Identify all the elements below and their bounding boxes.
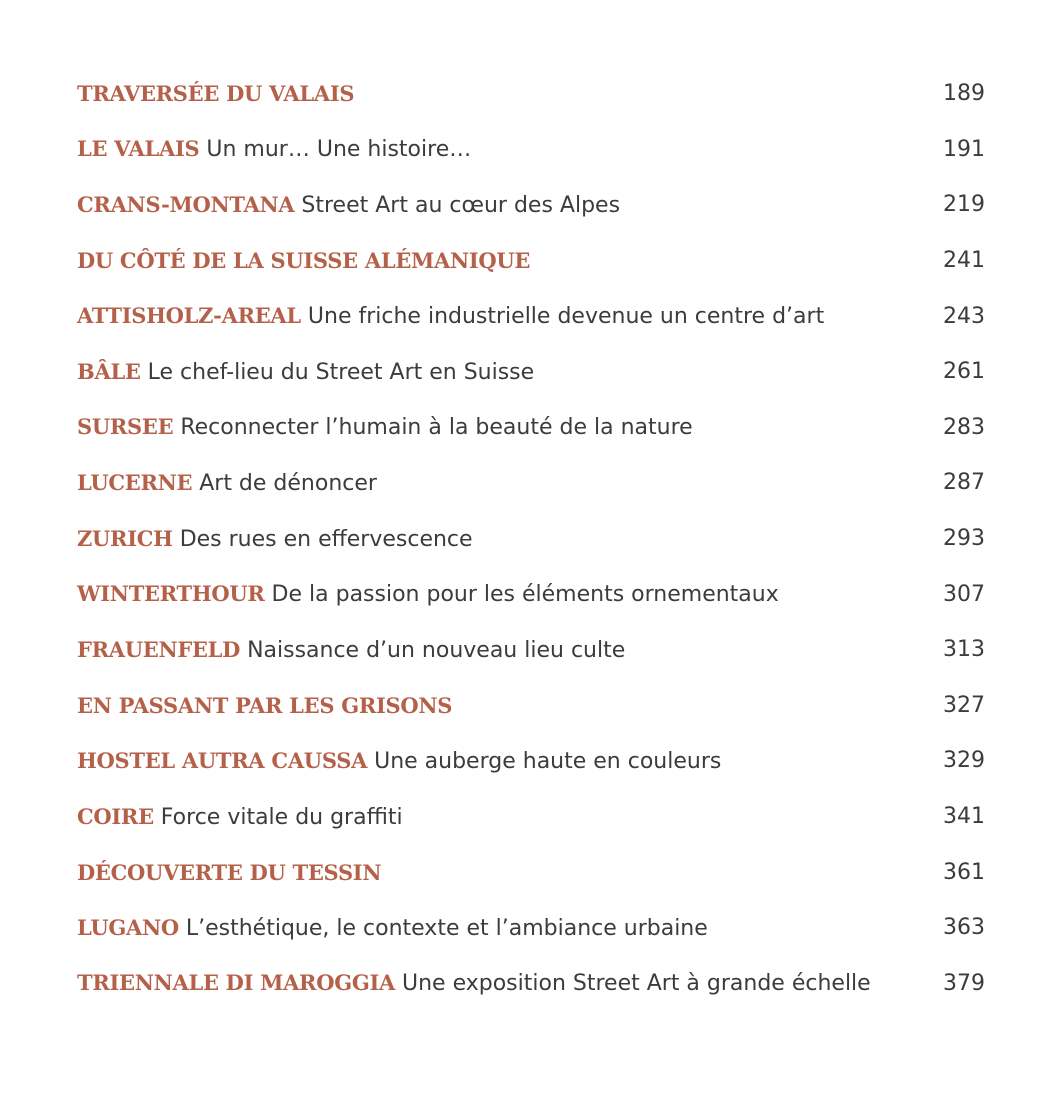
toc-heading: HOSTEL AUTRA CAUSSA — [77, 747, 368, 773]
toc-page-number: 189 — [943, 81, 985, 107]
toc-page-number: 363 — [943, 915, 985, 941]
toc-page-number: 361 — [943, 859, 985, 885]
toc-row[interactable] — [77, 956, 985, 1012]
toc-row[interactable] — [77, 288, 985, 344]
toc-heading: FRAUENFELD — [77, 636, 241, 662]
toc-page-number: 327 — [943, 692, 985, 718]
toc-heading: LUCERNE — [77, 469, 193, 495]
toc-row[interactable] — [77, 511, 985, 567]
toc-subtitle: Une exposition Street Art à grande échelle — [402, 971, 871, 997]
toc-entry-title — [77, 970, 871, 996]
toc-subtitle: Un mur… Une histoire… — [206, 137, 472, 163]
toc-entry-title — [77, 470, 377, 496]
toc-entry-title — [77, 581, 779, 607]
toc-row[interactable] — [77, 844, 985, 900]
toc-page-number: 329 — [943, 748, 985, 774]
table-of-contents — [77, 66, 985, 1011]
toc-entry-title — [77, 303, 824, 329]
toc-entry-title — [77, 526, 473, 552]
toc-row[interactable] — [77, 344, 985, 400]
toc-row[interactable] — [77, 678, 985, 734]
toc-page-number: 219 — [943, 192, 985, 218]
toc-heading: WINTERTHOUR — [77, 581, 265, 607]
toc-entry-title — [77, 804, 403, 830]
toc-page-number: 243 — [943, 303, 985, 329]
toc-entry-title — [77, 248, 530, 273]
toc-heading: ZURICH — [77, 525, 173, 551]
toc-row[interactable] — [77, 622, 985, 678]
toc-page-number: 313 — [943, 637, 985, 663]
toc-subtitle: De la passion pour les éléments ornementaux — [271, 582, 779, 608]
toc-page-number: 241 — [943, 248, 985, 274]
toc-heading: LUGANO — [77, 914, 179, 940]
toc-entry-title — [77, 81, 354, 106]
toc-heading: DÉCOUVERTE DU TESSIN — [77, 859, 382, 885]
toc-heading: DU CÔTÉ DE LA SUISSE ALÉMANIQUE — [77, 248, 531, 274]
toc-entry-title — [77, 860, 381, 885]
toc-entry-title — [77, 414, 693, 440]
toc-subtitle: Street Art au cœur des Alpes — [301, 192, 621, 218]
toc-entry-title — [77, 637, 625, 663]
toc-page-number: 283 — [943, 414, 985, 440]
toc-row[interactable] — [77, 233, 985, 289]
toc-row[interactable] — [77, 566, 985, 622]
toc-row[interactable] — [77, 122, 985, 178]
toc-row[interactable] — [77, 400, 985, 456]
toc-row[interactable] — [77, 66, 985, 122]
toc-subtitle: Reconnecter l’humain à la beauté de la nature — [180, 415, 693, 441]
toc-heading: SURSEE — [77, 414, 174, 440]
toc-heading: LE VALAIS — [77, 136, 200, 162]
toc-row[interactable] — [77, 455, 985, 511]
toc-row[interactable] — [77, 900, 985, 956]
toc-entry-title — [77, 693, 452, 718]
toc-subtitle: Naissance d’un nouveau lieu culte — [247, 637, 626, 663]
toc-page-number: 191 — [943, 136, 985, 162]
toc-heading: ATTISHOLZ-AREAL — [77, 303, 301, 329]
toc-entry-title — [77, 915, 708, 941]
toc-entry-title — [77, 136, 471, 162]
toc-page-number: 379 — [943, 970, 985, 996]
toc-row[interactable] — [77, 789, 985, 845]
toc-heading: COIRE — [77, 803, 154, 829]
toc-subtitle: Une friche industrielle devenue un centre d’art — [307, 304, 825, 330]
toc-heading: BÂLE — [77, 358, 141, 384]
toc-subtitle: Des rues en effervescence — [179, 526, 473, 552]
toc-subtitle: L’esthétique, le contexte et l’ambiance urbaine — [185, 915, 708, 941]
toc-heading: TRIENNALE DI MAROGGIA — [77, 970, 395, 996]
toc-entry-title — [77, 359, 534, 385]
toc-heading: TRAVERSÉE DU VALAIS — [77, 81, 355, 107]
toc-page-number: 287 — [943, 470, 985, 496]
toc-subtitle: Une auberge haute en couleurs — [374, 748, 722, 774]
toc-page-number: 293 — [943, 526, 985, 552]
toc-subtitle: Art de dénoncer — [199, 470, 377, 496]
toc-entry-title — [77, 192, 620, 218]
toc-row[interactable] — [77, 733, 985, 789]
toc-subtitle: Force vitale du graffiti — [160, 804, 403, 830]
toc-entry-title — [77, 748, 721, 774]
toc-page-number: 307 — [943, 581, 985, 607]
toc-subtitle: Le chef-lieu du Street Art en Suisse — [147, 359, 535, 385]
toc-row[interactable] — [77, 177, 985, 233]
toc-page-number: 341 — [943, 804, 985, 830]
toc-page-number: 261 — [943, 359, 985, 385]
toc-heading: CRANS-MONTANA — [77, 191, 295, 217]
toc-heading: EN PASSANT PAR LES GRISONS — [77, 692, 453, 718]
